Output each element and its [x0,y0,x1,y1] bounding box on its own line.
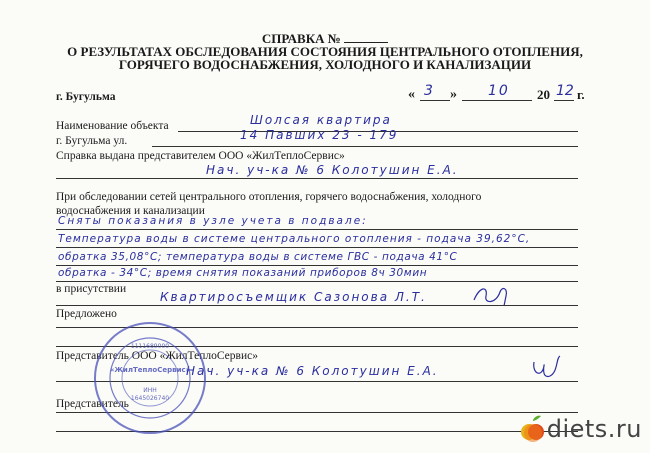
presence-value: Квартиросъемщик Сазонова Л.Т. [160,290,427,304]
stamp-center-line: «ЖилТеплоСервис» [109,366,191,374]
survey-text-line-3: обратка 35,08°С; температура воды в системе ГВС - подача 41°С [58,251,458,263]
proposed-label: Предложено [56,308,117,320]
street-label: г. Бугульма ул. [56,135,128,147]
survey-text-line-4: обратка - 34°С; время снятия показаний приборов 8ч 30мин [58,267,428,279]
date-day: 3 [424,83,435,99]
year-underline [554,100,574,101]
issued-label: Справка выдана представителем ООО «ЖилТеплоСервис» [56,150,345,162]
date-month: 10 [488,83,510,99]
subtitle-line-1: О РЕЗУЛЬТАТАХ ОБСЛЕДОВАНИЯ СОСТОЯНИЯ ЦЕНТРАЛЬНОГО ОТОПЛЕНИЯ, [67,44,583,59]
survey-label-1: При обследовании сетей центрального отопления, горячего водоснабжения, холодного [56,191,482,203]
year-suffix: 12 [556,83,574,99]
city-label: г. Бугульма [56,91,116,103]
object-label: Наименование объекта [56,120,169,132]
stamp-ogrn: 1111689000 [130,343,170,350]
rep-signature [528,352,568,384]
title-prefix: СПРАВКА № [261,31,341,46]
date-open-quote: « [408,87,415,102]
date-close-quote: » [450,87,457,102]
apple-icon [519,414,547,444]
year-prefix: 20 [537,87,550,102]
street-value: 14 Павших 23 - 179 [240,128,399,142]
issued-underline [56,178,578,179]
survey-label-2: водоснабжения и канализации [56,205,205,217]
object-value: Шолсая квартира [250,113,392,127]
month-underline [462,100,532,101]
company-stamp [92,320,208,436]
day-underline [420,100,450,101]
presence-label: в присутствии [56,283,127,295]
survey-text-line-1: Сняты показания в узле учета в подвале: [58,215,368,227]
survey-text-line-2: Температура воды в системе центрального отопления - подача 39,62°С, [58,233,531,245]
stamp-inn-value: 1645026740 [130,395,170,402]
stamp-inn-label: ИНН [143,387,157,394]
year-label: г. [577,87,585,102]
issued-value: Нач. уч-ка № 6 Колотушин Е.А. [206,163,459,177]
street-underline [152,146,578,147]
certificate-number-blank [344,32,388,43]
site-watermark [519,411,642,447]
presence-rule [56,305,578,306]
survey-rule-1 [56,229,578,230]
rep2-label: Представитель [56,398,129,410]
rep-value: Нач. уч-ка № 6 Колотушин Е.А. [186,364,439,378]
rep-label: Представитель ООО «ЖилТеплоСервис» [56,350,258,362]
survey-rule-2 [56,247,578,248]
subtitle-line-2: ГОРЯЧЕГО ВОДОСНАБЖЕНИЯ, ХОЛОДНОГО И КАНАЛИЗАЦИИ [118,57,532,72]
watermark-text: diets.ru [546,415,642,443]
